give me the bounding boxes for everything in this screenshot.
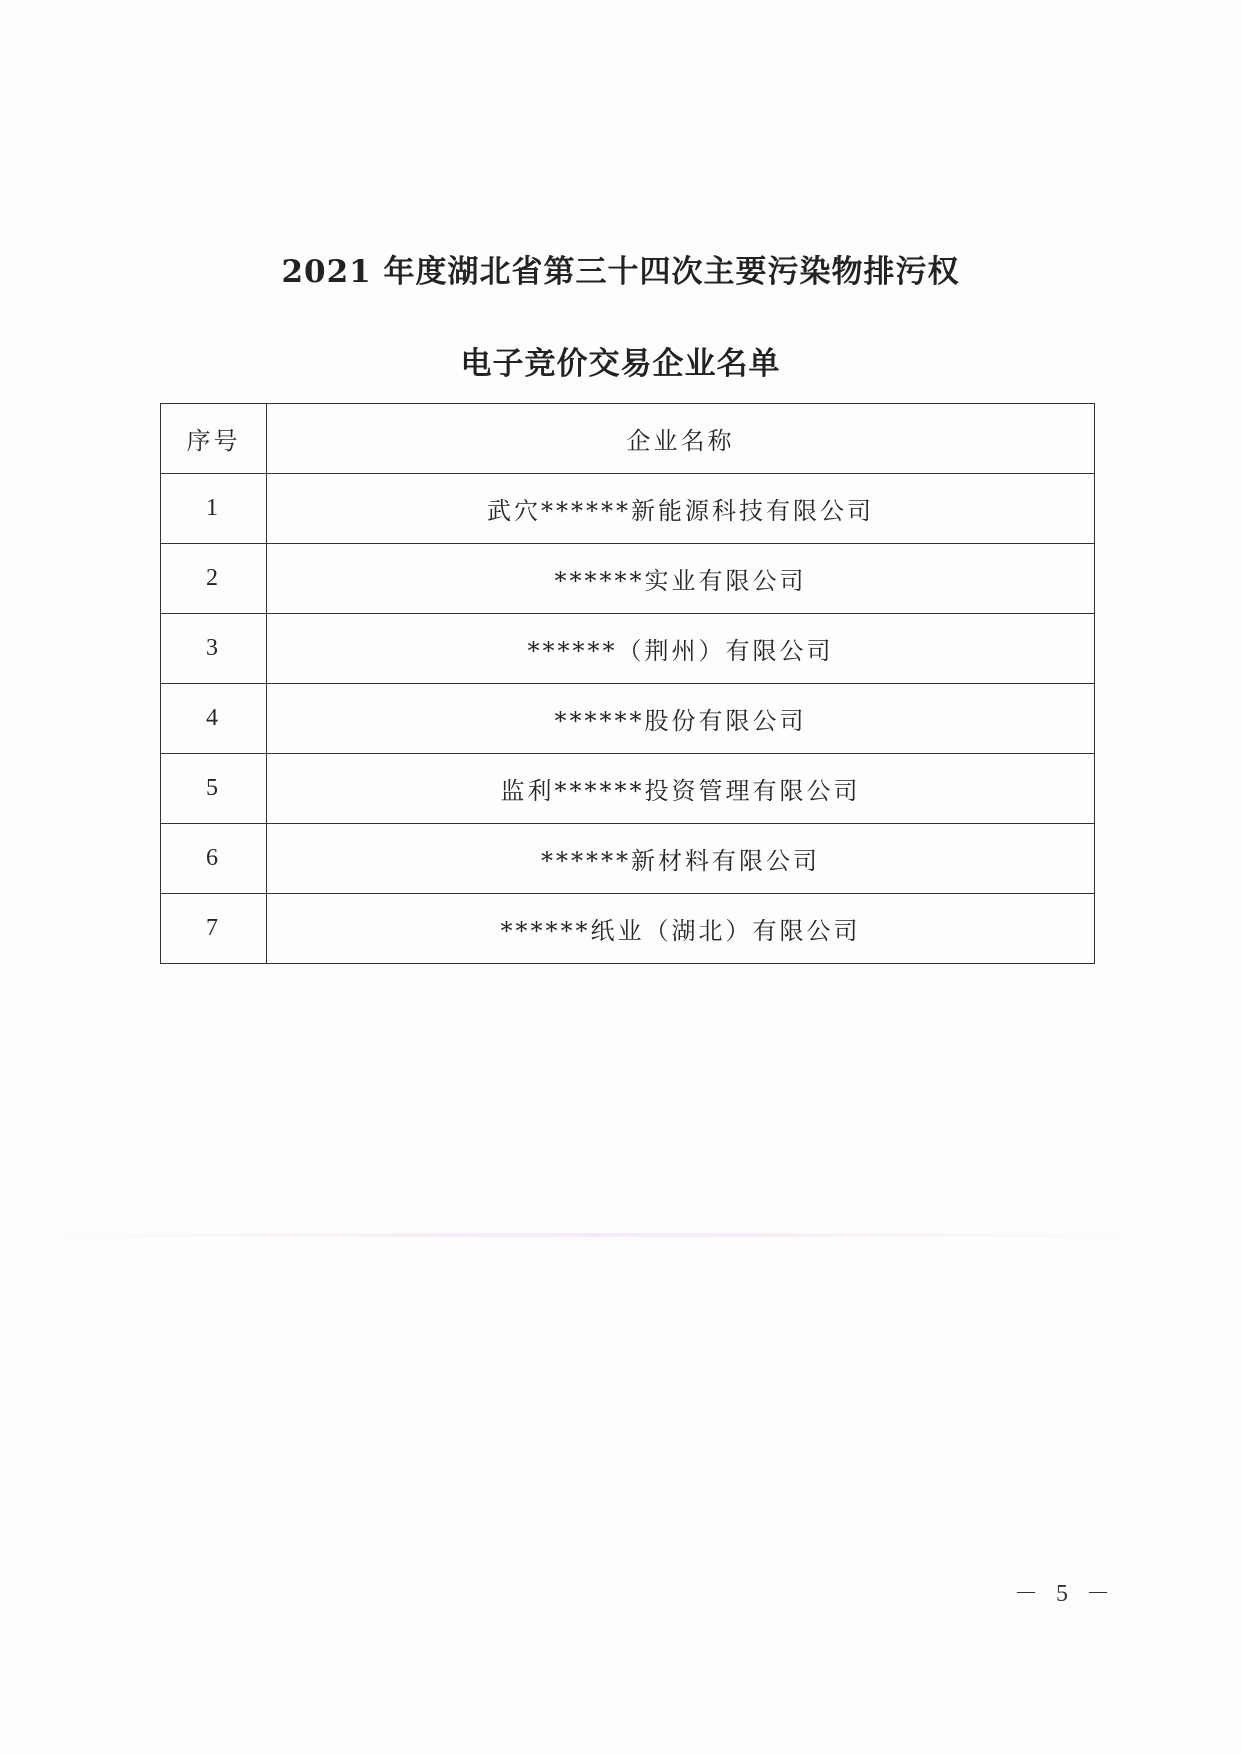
document-title-line-1: 2021 年度湖北省第三十四次主要污染物排污权 <box>281 254 960 290</box>
scan-artifact-band <box>20 1233 1170 1237</box>
row-serial-number: 5 <box>161 754 267 824</box>
table-row <box>161 684 1095 754</box>
row-enterprise-name: 监利******投资管理有限公司 <box>267 754 1095 824</box>
enterprise-list-table <box>160 403 1095 964</box>
table-row <box>161 894 1095 964</box>
header-enterprise-name: 企业名称 <box>267 404 1095 474</box>
table-row <box>161 544 1095 614</box>
row-enterprise-name: ******实业有限公司 <box>267 544 1095 614</box>
table-row <box>161 474 1095 544</box>
document-title-line-2: 电子竞价交易企业名单 <box>460 346 781 382</box>
header-serial-number: 序号 <box>161 404 267 474</box>
row-serial-number: 7 <box>161 894 267 964</box>
row-enterprise-name: ******纸业（湖北）有限公司 <box>267 894 1095 964</box>
row-serial-number: 4 <box>161 684 267 754</box>
row-serial-number: 6 <box>161 824 267 894</box>
table-header-row <box>161 404 1095 474</box>
page-number: － 5 － <box>1014 1581 1116 1607</box>
table-row <box>161 754 1095 824</box>
row-enterprise-name: ******（荆州）有限公司 <box>267 614 1095 684</box>
row-serial-number: 2 <box>161 544 267 614</box>
row-serial-number: 1 <box>161 474 267 544</box>
row-enterprise-name: ******股份有限公司 <box>267 684 1095 754</box>
row-enterprise-name: 武穴******新能源科技有限公司 <box>267 474 1095 544</box>
table-row <box>161 824 1095 894</box>
table-row <box>161 614 1095 684</box>
row-serial-number: 3 <box>161 614 267 684</box>
row-enterprise-name: ******新材料有限公司 <box>267 824 1095 894</box>
